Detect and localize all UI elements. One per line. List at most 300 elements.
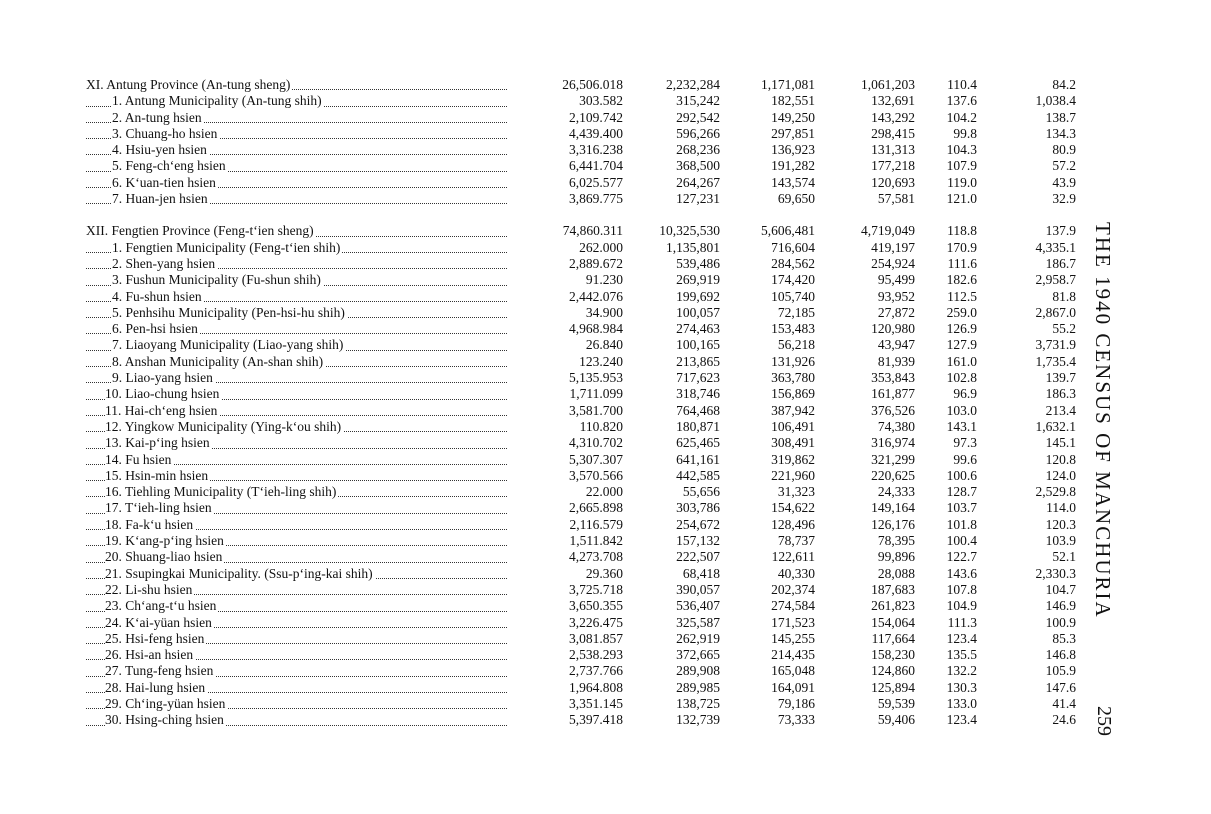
value-cell: 2,737.766 — [569, 663, 623, 679]
district-row — [86, 354, 1076, 370]
row-label-cell — [86, 500, 511, 516]
value-cell: 325,587 — [676, 614, 720, 630]
value-cell: 99,896 — [877, 549, 915, 565]
value-cell: 104.2 — [946, 109, 977, 125]
value-cell: 41.4 — [1052, 695, 1076, 711]
row-label-cell — [86, 289, 511, 305]
census-table-body — [86, 77, 1076, 729]
value-cell: 59,406 — [877, 712, 915, 728]
value-cell: 5,397.418 — [569, 712, 623, 728]
value-cell: 268,236 — [676, 142, 720, 158]
value-cell: 132.2 — [946, 663, 977, 679]
value-cell: 110.820 — [579, 418, 623, 434]
district-row — [86, 598, 1076, 614]
value-cell: 126,176 — [871, 516, 915, 532]
value-cell: 132,691 — [871, 93, 915, 109]
row-label-cell — [86, 484, 511, 500]
value-cell: 254,924 — [871, 255, 915, 271]
value-cell: 170.9 — [946, 239, 977, 255]
district-row — [86, 484, 1076, 500]
value-cell: 143.1 — [946, 418, 977, 434]
value-cell: 22.000 — [585, 484, 623, 500]
value-cell: 138,725 — [676, 695, 720, 711]
district-name: 6. K‘uan-tien hsien — [112, 174, 216, 190]
province-row — [86, 223, 1076, 239]
value-cell: 121.0 — [946, 191, 977, 207]
value-cell: 52.1 — [1052, 549, 1076, 565]
value-cell: 4,310.702 — [569, 435, 623, 451]
value-cell: 59,539 — [877, 695, 915, 711]
value-cell: 125,894 — [871, 679, 915, 695]
value-cell: 3,725.718 — [569, 581, 623, 597]
district-name: 25. Hsi-feng hsien — [105, 630, 205, 646]
census-table — [86, 77, 1076, 729]
value-cell: 5,606,481 — [761, 223, 815, 239]
value-cell: 716,604 — [771, 239, 815, 255]
value-cell: 31,323 — [777, 484, 815, 500]
row-label-cell — [86, 354, 511, 370]
district-name: 10. Liao-chung hsien — [105, 386, 220, 402]
district-name: 13. Kai-p‘ing hsien — [105, 435, 210, 451]
value-cell: 164,091 — [771, 679, 815, 695]
district-row — [86, 126, 1076, 142]
row-label-cell — [86, 615, 511, 631]
value-cell: 27,872 — [877, 304, 915, 320]
value-cell: 157,132 — [676, 533, 720, 549]
row-label-cell — [86, 175, 511, 191]
district-name: 3. Fushun Municipality (Fu-shun shih) — [112, 272, 321, 288]
running-head: THE 1940 CENSUS OF MANCHURIA — [1091, 222, 1115, 619]
row-label-cell — [86, 158, 511, 174]
value-cell: 214,435 — [771, 647, 815, 663]
value-cell: 297,851 — [771, 125, 815, 141]
value-cell: 104.3 — [946, 142, 977, 158]
value-cell: 182.6 — [946, 272, 977, 288]
value-cell: 74,860.311 — [562, 223, 623, 239]
row-label-cell — [86, 582, 511, 598]
district-row — [86, 321, 1076, 337]
value-cell: 81,939 — [877, 353, 915, 369]
value-cell: 24.6 — [1052, 712, 1076, 728]
value-cell: 135.5 — [946, 647, 977, 663]
district-name: 20. Shuang-liao hsien — [105, 549, 223, 565]
district-name: 16. Tiehling Municipality (T‘ieh-ling shih) — [105, 484, 337, 500]
value-cell: 96.9 — [953, 386, 977, 402]
district-row — [86, 419, 1076, 435]
district-name: 4. Hsiu-yen hsien — [112, 142, 207, 158]
value-cell: 126.9 — [946, 321, 977, 337]
value-cell: 111.3 — [947, 614, 977, 630]
value-cell: 103.0 — [946, 402, 977, 418]
value-cell: 289,985 — [676, 679, 720, 695]
value-cell: 284,562 — [771, 255, 815, 271]
district-row — [86, 191, 1076, 207]
value-cell: 186.7 — [1045, 255, 1076, 271]
row-label-cell — [86, 435, 511, 451]
value-cell: 315,242 — [676, 93, 720, 109]
district-row — [86, 533, 1076, 549]
district-row — [86, 696, 1076, 712]
district-row — [86, 647, 1076, 663]
value-cell: 3,316.238 — [569, 142, 623, 158]
district-name: 1. Fengtien Municipality (Feng-t‘ien shih) — [112, 239, 341, 255]
value-cell: 131,926 — [771, 353, 815, 369]
value-cell: 3,581.700 — [569, 402, 623, 418]
row-label-cell — [86, 305, 511, 321]
value-cell: 221,960 — [771, 467, 815, 483]
value-cell: 28,088 — [877, 565, 915, 581]
value-cell: 147.6 — [1045, 679, 1076, 695]
value-cell: 182,551 — [771, 93, 815, 109]
value-cell: 353,843 — [871, 370, 915, 386]
district-name: 9. Liao-yang hsien — [112, 370, 213, 386]
value-cell: 57,581 — [877, 191, 915, 207]
value-cell: 145,255 — [771, 630, 815, 646]
value-cell: 292,542 — [676, 109, 720, 125]
row-label-cell — [86, 517, 511, 533]
value-cell: 43,947 — [877, 337, 915, 353]
value-cell: 419,197 — [871, 239, 915, 255]
district-row — [86, 93, 1076, 109]
value-cell: 95,499 — [877, 272, 915, 288]
value-cell: 56,218 — [777, 337, 815, 353]
row-label-cell — [86, 77, 511, 93]
value-cell: 717,623 — [676, 370, 720, 386]
row-label-cell — [86, 631, 511, 647]
district-name: 19. K‘ang-p‘ing hsien — [105, 533, 224, 549]
value-cell: 79,186 — [777, 695, 815, 711]
section-spacer — [86, 207, 1076, 223]
row-label-cell — [86, 549, 511, 565]
value-cell: 34.900 — [585, 304, 623, 320]
value-cell: 2,232,284 — [666, 77, 720, 92]
row-label-cell — [86, 126, 511, 142]
value-cell: 93,952 — [877, 288, 915, 304]
value-cell: 69,650 — [777, 191, 815, 207]
value-cell: 120,693 — [871, 174, 915, 190]
row-label-cell — [86, 452, 511, 468]
value-cell: 2,529.8 — [1035, 484, 1076, 500]
value-cell: 99.8 — [953, 125, 977, 141]
value-cell: 99.6 — [953, 451, 977, 467]
district-row — [86, 386, 1076, 402]
district-name: 22. Li-shu hsien — [105, 581, 193, 597]
value-cell: 289,908 — [676, 663, 720, 679]
district-name: 2. An-tung hsien — [112, 109, 202, 125]
district-row — [86, 337, 1076, 353]
district-name: 17. T‘ieh-ling hsien — [105, 500, 212, 516]
value-cell: 4,968.984 — [569, 321, 623, 337]
district-row — [86, 680, 1076, 696]
row-label-cell — [86, 598, 511, 614]
district-row — [86, 582, 1076, 598]
value-cell: 171,523 — [771, 614, 815, 630]
district-name: 29. Ch‘ing-yüan hsien — [105, 695, 226, 711]
value-cell: 122.7 — [946, 549, 977, 565]
value-cell: 80.9 — [1052, 142, 1076, 158]
district-row — [86, 110, 1076, 126]
district-row — [86, 158, 1076, 174]
value-cell: 363,780 — [771, 370, 815, 386]
district-name: 1. Antung Municipality (An-tung shih) — [112, 93, 322, 109]
value-cell: 127.9 — [946, 337, 977, 353]
value-cell: 29.360 — [585, 565, 623, 581]
district-name: 4. Fu-shun hsien — [112, 288, 202, 304]
row-label-cell — [86, 533, 511, 549]
value-cell: 103.7 — [946, 500, 977, 516]
value-cell: 318,746 — [676, 386, 720, 402]
value-cell: 1,964.808 — [569, 679, 623, 695]
district-name: 21. Ssupingkai Municipality. (Ssu-p‘ing-kai shih) — [105, 565, 373, 581]
value-cell: 143,292 — [871, 109, 915, 125]
district-row — [86, 549, 1076, 565]
district-name: 26. Hsi-an hsien — [105, 647, 194, 663]
district-name: 2. Shen-yang hsien — [112, 255, 216, 271]
district-name: 24. K‘ai-yüan hsien — [105, 614, 212, 630]
value-cell: 321,299 — [871, 451, 915, 467]
value-cell: 105,740 — [771, 288, 815, 304]
province-row — [86, 77, 1076, 93]
value-cell: 390,057 — [676, 581, 720, 597]
value-cell: 123.4 — [946, 630, 977, 646]
value-cell: 274,584 — [771, 598, 815, 614]
value-cell: 539,486 — [676, 255, 720, 271]
value-cell: 72,185 — [777, 304, 815, 320]
value-cell: 641,161 — [676, 451, 720, 467]
value-cell: 5,307.307 — [569, 451, 623, 467]
row-label-cell — [86, 337, 511, 353]
value-cell: 308,491 — [771, 435, 815, 451]
district-row — [86, 452, 1076, 468]
district-name: 8. Anshan Municipality (An-shan shih) — [112, 353, 324, 369]
value-cell: 220,625 — [871, 467, 915, 483]
value-cell: 78,737 — [777, 533, 815, 549]
value-cell: 106,491 — [771, 418, 815, 434]
value-cell: 149,250 — [771, 109, 815, 125]
value-cell: 1,135,801 — [666, 239, 720, 255]
row-label-cell — [86, 272, 511, 288]
value-cell: 130.3 — [946, 679, 977, 695]
value-cell: 32.9 — [1052, 191, 1076, 207]
district-name: 30. Hsing-ching hsien — [105, 712, 224, 728]
district-row — [86, 272, 1076, 288]
district-name: 15. Hsin-min hsien — [105, 467, 209, 483]
district-row — [86, 142, 1076, 158]
value-cell: 124,860 — [871, 663, 915, 679]
district-row — [86, 631, 1076, 647]
value-cell: 596,266 — [676, 125, 720, 141]
value-cell: 154,064 — [871, 614, 915, 630]
district-row — [86, 289, 1076, 305]
value-cell: 133.0 — [946, 695, 977, 711]
value-cell: 274,463 — [676, 321, 720, 337]
value-cell: 158,230 — [871, 647, 915, 663]
district-name: 14. Fu hsien — [105, 451, 172, 467]
province-title: XI. Antung Province (An-tung sheng) — [86, 77, 291, 92]
value-cell: 262.000 — [579, 239, 623, 255]
value-cell: 387,942 — [771, 402, 815, 418]
value-cell: 123.4 — [946, 712, 977, 728]
value-cell: 2,109.742 — [569, 109, 623, 125]
row-label-cell — [86, 93, 511, 109]
value-cell: 6,441.704 — [569, 158, 623, 174]
value-cell: 74,380 — [877, 418, 915, 434]
value-cell: 111.6 — [947, 255, 977, 271]
value-cell: 143.6 — [946, 565, 977, 581]
value-cell: 213,865 — [676, 353, 720, 369]
value-cell: 101.8 — [946, 516, 977, 532]
value-cell: 6,025.577 — [569, 174, 623, 190]
value-cell: 1,511.842 — [569, 533, 623, 549]
row-label-cell — [86, 468, 511, 484]
district-name: 27. Tung-feng hsien — [105, 663, 214, 679]
value-cell: 10,325,530 — [659, 223, 720, 239]
value-cell: 138.7 — [1045, 109, 1076, 125]
value-cell: 118.8 — [947, 223, 977, 239]
value-cell: 3,570.566 — [569, 467, 623, 483]
value-cell: 127,231 — [676, 191, 720, 207]
value-cell: 117,664 — [871, 630, 915, 646]
district-name: 7. Huan-jen hsien — [112, 191, 208, 207]
value-cell: 2,442.076 — [569, 288, 623, 304]
value-cell: 2,958.7 — [1035, 272, 1076, 288]
value-cell: 143,574 — [771, 174, 815, 190]
value-cell: 100.6 — [946, 467, 977, 483]
value-cell: 2,538.293 — [569, 647, 623, 663]
value-cell: 26,506.018 — [562, 77, 623, 92]
value-cell: 145.1 — [1045, 435, 1076, 451]
value-cell: 1,711.099 — [569, 386, 623, 402]
value-cell: 91.230 — [585, 272, 623, 288]
value-cell: 57.2 — [1052, 158, 1076, 174]
value-cell: 124.0 — [1045, 467, 1076, 483]
value-cell: 149,164 — [871, 500, 915, 516]
value-cell: 222,507 — [676, 549, 720, 565]
value-cell: 165,048 — [771, 663, 815, 679]
value-cell: 123.240 — [579, 353, 623, 369]
value-cell: 1,171,081 — [761, 77, 815, 92]
district-row — [86, 566, 1076, 582]
value-cell: 146.8 — [1045, 647, 1076, 663]
district-row — [86, 500, 1076, 516]
district-name: 18. Fa-k‘u hsien — [105, 516, 194, 532]
row-label-cell — [86, 696, 511, 712]
value-cell: 97.3 — [953, 435, 977, 451]
value-cell: 1,632.1 — [1035, 418, 1076, 434]
row-label-cell — [86, 240, 511, 256]
value-cell: 269,919 — [676, 272, 720, 288]
value-cell: 153,483 — [771, 321, 815, 337]
value-cell: 55,656 — [682, 484, 720, 500]
value-cell: 2,867.0 — [1035, 304, 1076, 320]
district-name: 5. Feng-ch‘eng hsien — [112, 158, 226, 174]
district-row — [86, 517, 1076, 533]
district-name: 6. Pen-hsi hsien — [112, 321, 198, 337]
value-cell: 262,919 — [676, 630, 720, 646]
row-label-cell — [86, 647, 511, 663]
value-cell: 180,871 — [676, 418, 720, 434]
value-cell: 102.8 — [946, 370, 977, 386]
district-row — [86, 370, 1076, 386]
value-cell: 154,622 — [771, 500, 815, 516]
value-cell: 259.0 — [946, 304, 977, 320]
value-cell: 26.840 — [585, 337, 623, 353]
district-name: 7. Liaoyang Municipality (Liao-yang shih) — [112, 337, 344, 353]
value-cell: 4,719,049 — [861, 223, 915, 239]
district-name: 11. Hai-ch‘eng hsien — [105, 402, 218, 418]
value-cell: 3,081.857 — [569, 630, 623, 646]
value-cell: 114.0 — [1046, 500, 1076, 516]
value-cell: 105.9 — [1045, 663, 1076, 679]
value-cell: 73,333 — [777, 712, 815, 728]
value-cell: 199,692 — [676, 288, 720, 304]
value-cell: 128,496 — [771, 516, 815, 532]
value-cell: 3,650.355 — [569, 598, 623, 614]
value-cell: 1,735.4 — [1035, 353, 1076, 369]
value-cell: 161,877 — [871, 386, 915, 402]
value-cell: 1,038.4 — [1035, 93, 1076, 109]
value-cell: 254,672 — [676, 516, 720, 532]
district-row — [86, 240, 1076, 256]
row-label-cell — [86, 419, 511, 435]
district-name: 3. Chuang-ho hsien — [112, 125, 218, 141]
row-label-cell — [86, 256, 511, 272]
row-label-cell — [86, 110, 511, 126]
value-cell: 40,330 — [777, 565, 815, 581]
district-name: 23. Ch‘ang-t‘u hsien — [105, 598, 217, 614]
value-cell: 2,330.3 — [1035, 565, 1076, 581]
district-row — [86, 468, 1076, 484]
value-cell: 24,333 — [877, 484, 915, 500]
district-row — [86, 712, 1076, 728]
value-cell: 372,665 — [676, 647, 720, 663]
row-label-cell — [86, 370, 511, 386]
value-cell: 303,786 — [676, 500, 720, 516]
value-cell: 174,420 — [771, 272, 815, 288]
value-cell: 264,267 — [676, 174, 720, 190]
value-cell: 85.3 — [1052, 630, 1076, 646]
value-cell: 107.9 — [946, 158, 977, 174]
value-cell: 132,739 — [676, 712, 720, 728]
value-cell: 134.3 — [1045, 125, 1076, 141]
value-cell: 2,665.898 — [569, 500, 623, 516]
row-label-cell — [86, 680, 511, 696]
district-row — [86, 175, 1076, 191]
value-cell: 368,500 — [676, 158, 720, 174]
value-cell: 131,313 — [871, 142, 915, 158]
value-cell: 112.5 — [947, 288, 977, 304]
district-row — [86, 615, 1076, 631]
value-cell: 2,889.672 — [569, 255, 623, 271]
district-row — [86, 305, 1076, 321]
district-name: 5. Penhsihu Municipality (Pen-hsi-hu shih) — [112, 304, 345, 320]
value-cell: 625,465 — [676, 435, 720, 451]
value-cell: 100.9 — [1045, 614, 1076, 630]
district-name: 28. Hai-lung hsien — [105, 679, 206, 695]
value-cell: 536,407 — [676, 598, 720, 614]
value-cell: 100.4 — [946, 533, 977, 549]
value-cell: 4,439.400 — [569, 125, 623, 141]
value-cell: 2,116.579 — [569, 516, 623, 532]
row-label-cell — [86, 191, 511, 207]
row-label-cell — [86, 142, 511, 158]
value-cell: 4,335.1 — [1035, 239, 1076, 255]
census-table-wrap — [86, 77, 1076, 729]
value-cell: 3,731.9 — [1035, 337, 1076, 353]
value-cell: 261,823 — [871, 598, 915, 614]
value-cell: 3,869.775 — [569, 191, 623, 207]
value-cell: 442,585 — [676, 467, 720, 483]
